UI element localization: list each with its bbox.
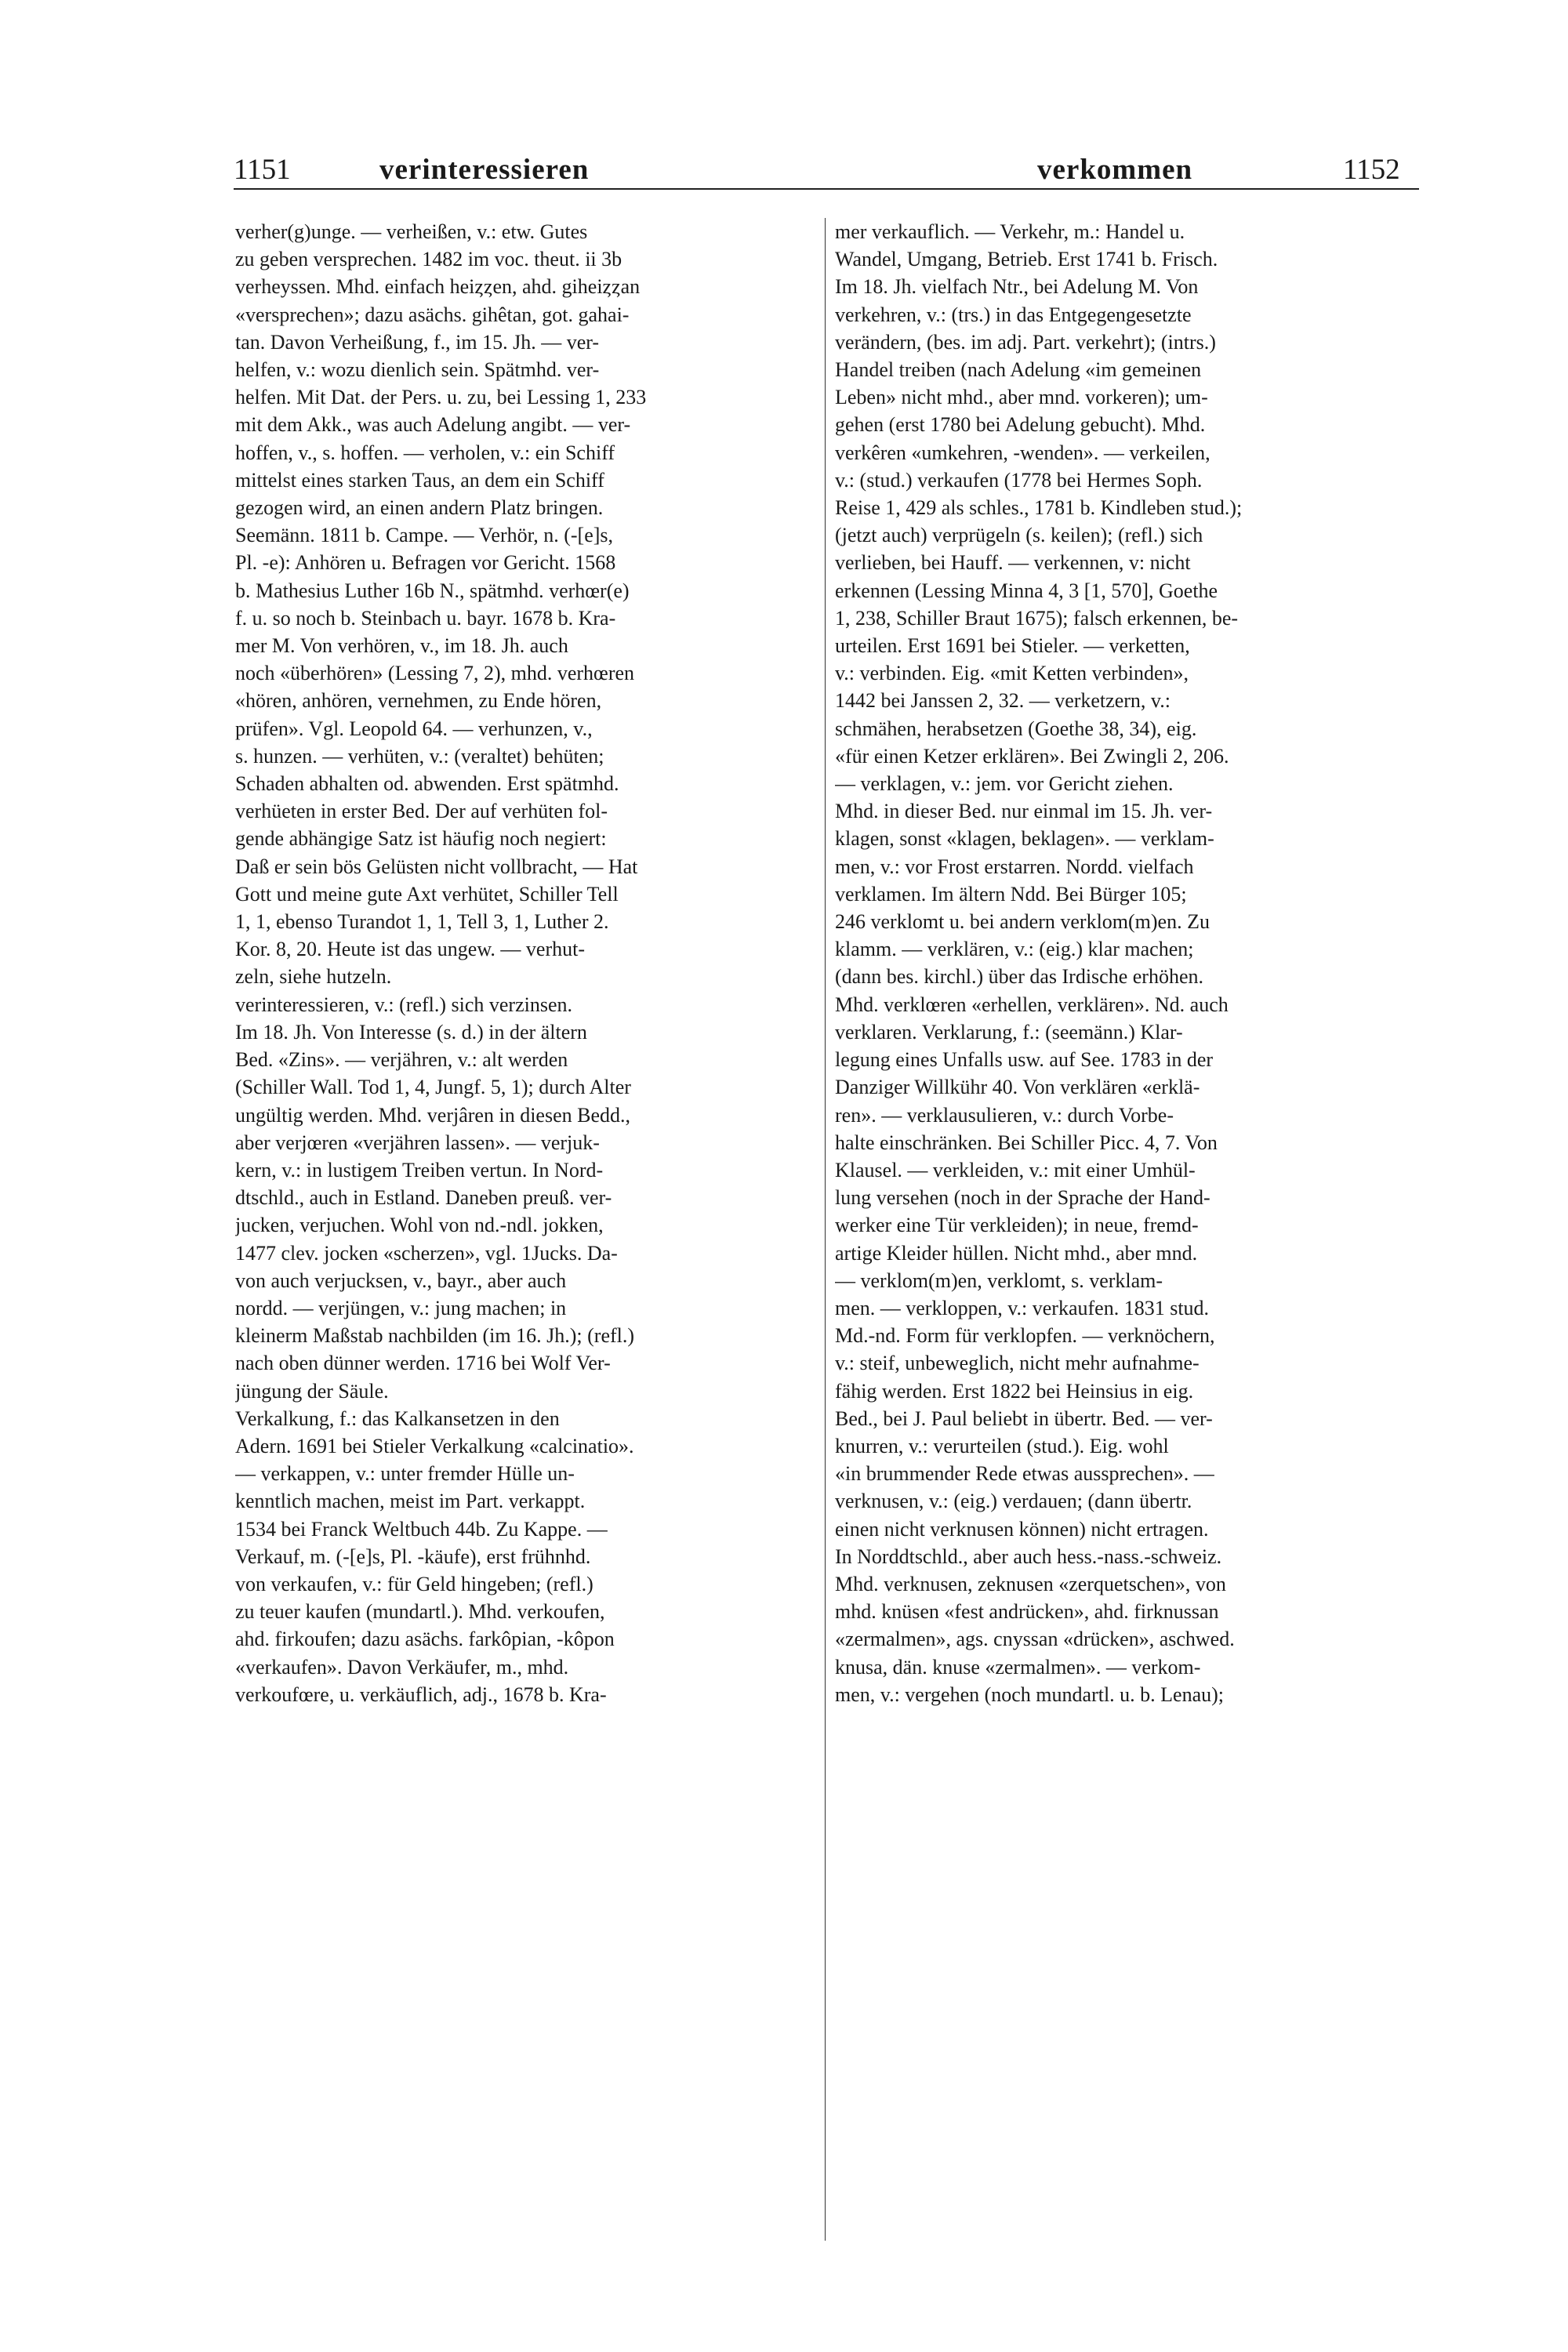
- text-line: verändern, (bes. im adj. Part. verkehrt); (intrs.): [835, 330, 1216, 354]
- text-line: knusa, dän. knuse «zermalmen». — verkom-: [835, 1655, 1201, 1679]
- text-line: Gott und meine gute Axt verhütet, Schiller Tell: [235, 882, 619, 906]
- text-line: (jetzt auch) verprügeln (s. keilen); (refl.) sich: [835, 524, 1203, 547]
- text-line: 246 verklomt u. bei andern verklom(m)en. Zu: [835, 910, 1210, 934]
- text-line: nordd. — verjüngen, v.: jung machen; in: [235, 1296, 567, 1319]
- text-line: men, v.: vergehen (noch mundartl. u. b. Lenau);: [835, 1682, 1225, 1706]
- text-line: verkêren «umkehren, -wenden». — verkeilen,: [835, 441, 1210, 464]
- text-line: legung eines Unfalls usw. auf See. 1783 in der: [835, 1048, 1214, 1072]
- text-line: ungültig werden. Mhd. verjâren in diesen Bedd.,: [235, 1103, 630, 1127]
- text-line: einen nicht verknusen können) nicht ertragen.: [835, 1517, 1209, 1541]
- text-line: ahd. firkoufen; dazu asächs. farkôpian, -kôpon: [235, 1628, 615, 1651]
- text-line: «in brummender Rede etwas aussprechen». —: [835, 1462, 1214, 1486]
- text-line: knurren, v.: verurteilen (stud.). Eig. wohl: [835, 1434, 1169, 1457]
- text-line: verknusen, v.: (eig.) verdauen; (dann übertr.: [835, 1490, 1192, 1513]
- text-line: b. Mathesius Luther 16b N., spätmhd. verhœr(e): [235, 579, 630, 602]
- text-line: mer M. Von verhören, v., im 18. Jh. auch: [235, 634, 568, 658]
- text-line: verkoufœre, u. verkäuflich, adj., 1678 b. Kra-: [235, 1682, 607, 1706]
- text-line: Klausel. — verkleiden, v.: mit einer Umhül-: [835, 1158, 1196, 1181]
- text-line: In Norddtschld., aber auch hess.-nass.-schweiz.: [835, 1544, 1222, 1568]
- text-line: verklaren. Verklarung, f.: (seemänn.) Klar-: [835, 1020, 1183, 1044]
- text-line: — verklom(m)en, verklomt, s. verklam-: [835, 1269, 1163, 1292]
- text-line: f. u. so noch b. Steinbach u. bayr. 1678 b. Kra-: [235, 606, 616, 630]
- text-line: schmähen, herabsetzen (Goethe 38, 34), eig.: [835, 717, 1197, 740]
- text-line: — verklagen, v.: jem. vor Gericht ziehen.: [835, 772, 1174, 796]
- text-line: ren». — verklausulieren, v.: durch Vorbe-: [835, 1103, 1174, 1127]
- left-column: [235, 218, 819, 2249]
- text-line: Danziger Willkühr 40. Von verklären «erklä-: [835, 1076, 1200, 1099]
- text-line: gezogen wird, an einen andern Platz bringen.: [235, 496, 604, 520]
- page-number-left: 1151: [234, 154, 291, 186]
- text-line: 1477 clev. jocken «scherzen», vgl. 1Jucks. Da-: [235, 1241, 618, 1265]
- text-line: verheyssen. Mhd. einfach heiȥȥen, ahd. giheiȥȥan: [235, 275, 641, 299]
- text-line: Handel treiben (nach Adelung «im gemeinen: [835, 358, 1202, 382]
- text-line: Wandel, Umgang, Betrieb. Erst 1741 b. Frisch.: [835, 248, 1218, 271]
- column-separator: [825, 218, 826, 2241]
- text-line: 1534 bei Franck Weltbuch 44b. Zu Kappe. —: [235, 1517, 608, 1541]
- text-line: Reise 1, 429 als schles., 1781 b. Kindleben stud.);: [835, 496, 1243, 520]
- text-line: Verkauf, m. (-[e]s, Pl. -käufe), erst frühnhd.: [235, 1544, 591, 1568]
- text-line: von verkaufen, v.: für Geld hingeben; (refl.): [235, 1572, 593, 1595]
- text-line: kleinerm Maßstab nachbilden (im 16. Jh.); (refl.): [235, 1324, 635, 1348]
- right-column: [835, 218, 1419, 2249]
- text-line: mer verkauflich. — Verkehr, m.: Handel u.: [835, 220, 1185, 243]
- text-line: lung versehen (noch in der Sprache der Hand-: [835, 1186, 1210, 1210]
- text-line: Im 18. Jh. vielfach Ntr., bei Adelung M. Von: [835, 275, 1199, 299]
- text-line: (dann bes. kirchl.) über das Irdische erhöhen.: [835, 965, 1203, 989]
- text-line: gende abhängige Satz ist häufig noch negiert:: [235, 827, 607, 851]
- text-line: Adern. 1691 bei Stieler Verkalkung «calcinatio».: [235, 1434, 634, 1457]
- text-line: Mhd. verklœren «erhellen, verklären». Nd. auch: [835, 993, 1229, 1016]
- text-line: s. hunzen. — verhüten, v.: (veraltet) behüten;: [235, 744, 604, 768]
- text-line: Mhd. in dieser Bed. nur einmal im 15. Jh. ver-: [835, 800, 1213, 823]
- text-line: von auch verjucksen, v., bayr., aber auch: [235, 1269, 567, 1292]
- text-line: nach oben dünner werden. 1716 bei Wolf Ver-: [235, 1352, 611, 1375]
- text-line: zu geben versprechen. 1482 im voc. theut. ii 3b: [235, 248, 622, 271]
- text-line: «versprechen»; dazu asächs. gihêtan, got. gahai-: [235, 303, 630, 326]
- text-line: verlieben, bei Hauff. — verkennen, v: nicht: [835, 551, 1191, 575]
- text-line: kern, v.: in lustigem Treiben vertun. In Nord-: [235, 1158, 604, 1181]
- text-line: (Schiller Wall. Tod 1, 4, Jungf. 5, 1); durch Alter: [235, 1076, 631, 1099]
- text-line: verinteressieren, v.: (refl.) sich verzinsen.: [235, 993, 573, 1016]
- text-line: — verkappen, v.: unter fremder Hülle un-: [235, 1462, 575, 1486]
- text-line: Im 18. Jh. Von Interesse (s. d.) in der ältern: [235, 1020, 587, 1044]
- text-line: dtschld., auch in Estland. Daneben preuß. ver-: [235, 1186, 612, 1210]
- text-line: werker eine Tür verkleiden); in neue, fremd-: [835, 1214, 1199, 1237]
- text-line: zeln, siehe hutzeln.: [235, 965, 392, 989]
- text-line: hoffen, v., s. hoffen. — verholen, v.: ein Schiff: [235, 441, 615, 464]
- text-line: Seemänn. 1811 b. Campe. — Verhör, n. (-[e]s,: [235, 524, 614, 547]
- text-line: Mhd. verknusen, zeknusen «zerquetschen», von: [835, 1572, 1226, 1595]
- text-line: «verkaufen». Davon Verkäufer, m., mhd.: [235, 1655, 569, 1679]
- text-line: verklamen. Im ältern Ndd. Bei Bürger 105;: [835, 882, 1187, 906]
- text-line: «für einen Ketzer erklären». Bei Zwingli 2, 206.: [835, 744, 1229, 768]
- text-line: zu teuer kaufen (mundartl.). Mhd. verkoufen,: [235, 1600, 605, 1624]
- header-word-right: verkommen: [1037, 154, 1193, 186]
- text-line: jucken, verjuchen. Wohl von nd.-ndl. jokken,: [235, 1214, 604, 1237]
- text-line: Verkalkung, f.: das Kalkansetzen in den: [235, 1406, 560, 1430]
- text-line: erkennen (Lessing Minna 4, 3 [1, 570], Goethe: [835, 579, 1218, 602]
- text-line: Schaden abhalten od. abwenden. Erst spätmhd.: [235, 772, 619, 796]
- text-line: men. — verkloppen, v.: verkaufen. 1831 stud.: [835, 1296, 1210, 1319]
- text-line: verkehren, v.: (trs.) in das Entgegengesetzte: [835, 303, 1192, 326]
- text-line: helfen. Mit Dat. der Pers. u. zu, bei Lessing 1, 233: [235, 386, 647, 409]
- text-line: 1442 bei Janssen 2, 32. — verketzern, v.:: [835, 689, 1171, 713]
- text-line: klagen, sonst «klagen, beklagen». — verklam-: [835, 827, 1214, 851]
- text-line: Md.-nd. Form für verklopfen. — verknöchern,: [835, 1324, 1215, 1348]
- text-line: klamm. — verklären, v.: (eig.) klar machen;: [835, 938, 1194, 961]
- text-line: v.: verbinden. Eig. «mit Ketten verbinden»,: [835, 662, 1189, 685]
- text-line: 1, 238, Schiller Braut 1675); falsch erkennen, be-: [835, 606, 1239, 630]
- text-line: Bed. «Zins». — verjähren, v.: alt werden: [235, 1048, 568, 1072]
- text-line: prüfen». Vgl. Leopold 64. — verhunzen, v.,: [235, 717, 593, 740]
- text-line: «hören, anhören, vernehmen, zu Ende hören,: [235, 689, 602, 713]
- text-line: Leben» nicht mhd., aber mnd. vorkeren); um-: [835, 386, 1208, 409]
- text-line: aber verjœren «verjähren lassen». — verjuk-: [235, 1131, 600, 1154]
- text-line: v.: steif, unbeweglich, nicht mehr aufnahme-: [835, 1352, 1200, 1375]
- text-line: Daß er sein bös Gelüsten nicht vollbracht, — Hat: [235, 855, 638, 878]
- text-line: artige Kleider hüllen. Nicht mhd., aber mnd.: [835, 1241, 1198, 1265]
- text-line: fähig werden. Erst 1822 bei Heinsius in eig.: [835, 1379, 1194, 1403]
- text-line: mittelst eines starken Taus, an dem ein Schiff: [235, 468, 604, 492]
- text-line: mit dem Akk., was auch Adelung angibt. — ver-: [235, 413, 631, 437]
- page-number-right: 1152: [1343, 154, 1400, 186]
- text-line: mhd. knüsen «fest andrücken», ahd. firknussan: [835, 1600, 1219, 1624]
- text-line: Pl. -e): Anhören u. Befragen vor Gericht. 1568: [235, 551, 616, 575]
- text-line: urteilen. Erst 1691 bei Stieler. — verketten,: [835, 634, 1190, 658]
- text-line: verhüeten in erster Bed. Der auf verhüten fol-: [235, 800, 608, 823]
- text-line: «zermalmen», ags. cnyssan «drücken», aschwed.: [835, 1628, 1235, 1651]
- text-line: Bed., bei J. Paul beliebt in übertr. Bed. — ver-: [835, 1406, 1213, 1430]
- text-line: noch «überhören» (Lessing 7, 2), mhd. verhœren: [235, 662, 635, 685]
- header-word-left: verinteressieren: [379, 154, 590, 186]
- text-line: helfen, v.: wozu dienlich sein. Spätmhd. ver-: [235, 358, 600, 382]
- header-rule: [234, 188, 1419, 190]
- text-line: verher(g)unge. — verheißen, v.: etw. Gutes: [235, 220, 588, 243]
- text-line: gehen (erst 1780 bei Adelung gebucht). Mhd.: [835, 413, 1206, 437]
- text-line: v.: (stud.) verkaufen (1778 bei Hermes Soph.: [835, 468, 1203, 492]
- text-line: Kor. 8, 20. Heute ist das ungew. — verhut-: [235, 938, 586, 961]
- text-line: men, v.: vor Frost erstarren. Nordd. vielfach: [835, 855, 1194, 878]
- text-line: tan. Davon Verheißung, f., im 15. Jh. — ver-: [235, 330, 600, 354]
- text-line: kenntlich machen, meist im Part. verkappt.: [235, 1490, 586, 1513]
- text-line: jüngung der Säule.: [235, 1379, 389, 1403]
- text-line: 1, 1, ebenso Turandot 1, 1, Tell 3, 1, Luther 2.: [235, 910, 609, 934]
- text-line: halte einschränken. Bei Schiller Picc. 4, 7. Von: [835, 1131, 1218, 1154]
